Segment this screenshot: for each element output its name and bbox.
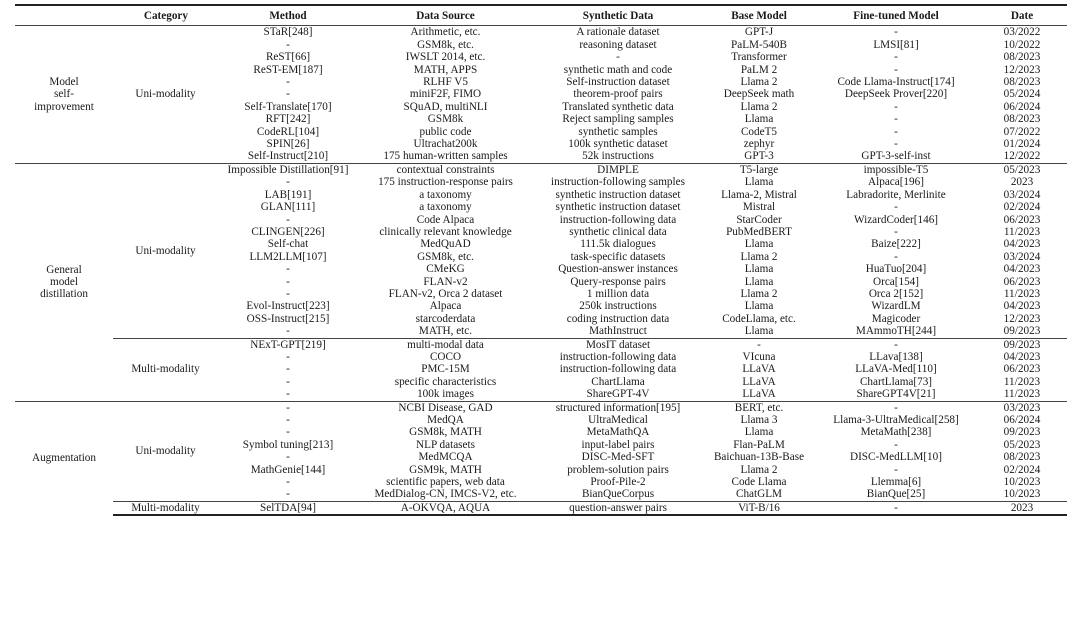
method-cell: -	[286, 263, 290, 276]
base-model-cell: Transformer	[731, 51, 787, 64]
base-model-cell: Llama	[744, 275, 774, 288]
category-cell	[15, 26, 113, 163]
method-cell: LLM2LLM[107]	[249, 250, 327, 263]
category-label-line: distillation	[40, 288, 88, 301]
synthetic-data-cell: synthetic instruction dataset	[555, 201, 681, 214]
fine-tuned-model-cell: -	[894, 138, 898, 151]
table-row	[15, 26, 1067, 39]
category-label-line: model	[50, 276, 78, 289]
fine-tuned-model-cell: LMSI[81]	[873, 38, 919, 51]
method-cell: LAB[191]	[264, 188, 312, 201]
table-row	[15, 163, 1067, 176]
base-model-cell: LLaVA	[742, 363, 776, 376]
data-source-cell: MATH, etc.	[418, 325, 473, 338]
date-cell: 11/2023	[1003, 388, 1041, 401]
data-source-cell: clinically relevant knowledge	[379, 225, 512, 238]
synthetic-data-cell: UltraMedical	[588, 414, 648, 426]
data-source-cell: MedDialog-CN, IMCS-V2, etc.	[374, 488, 517, 501]
modality-cell: Uni-modality	[135, 88, 196, 101]
method-cell: MathGenie[144]	[250, 463, 326, 476]
date-cell: 06/2023	[1003, 213, 1041, 226]
synthetic-data-cell: instruction-following data	[559, 350, 677, 363]
date-cell: 09/2023	[1003, 426, 1041, 439]
base-model-cell: Llama 2	[740, 287, 778, 300]
header-category: Category	[143, 10, 188, 22]
modality-cell: Multi-modality	[113, 338, 218, 401]
date-cell: 05/2023	[1003, 438, 1041, 451]
method-cell: -	[218, 401, 358, 414]
synthetic-data-cell: MosIT dataset	[533, 338, 703, 351]
data-source-cell: PMC-15M	[421, 363, 470, 376]
date-cell: 2023	[1010, 176, 1034, 189]
method-cell: RFT[242]	[265, 113, 311, 126]
synthetic-data-cell: reasoning dataset	[579, 38, 657, 51]
header-synthetic-data: Synthetic Data	[582, 10, 654, 22]
synthetic-data-cell: Proof-Pile-2	[590, 476, 646, 489]
data-source-cell: multi-modal data	[358, 338, 533, 351]
date-cell: 08/2023	[1003, 51, 1041, 64]
fine-tuned-model-cell: DeepSeek Prover[220]	[844, 88, 948, 101]
fine-tuned-model-cell: -	[894, 26, 898, 39]
base-model-cell: Llama	[744, 426, 774, 439]
method-cell: SelTDA[94]	[218, 501, 358, 515]
method-cell: SPIN[26]	[266, 138, 310, 151]
date-cell: 03/2022	[1003, 26, 1041, 39]
data-source-cell: MATH, APPS	[413, 63, 478, 76]
data-source-cell: MedMCQA	[418, 451, 473, 464]
method-cell: -	[286, 76, 290, 89]
synthetic-data-cell: Reject sampling samples	[562, 113, 674, 126]
date-cell: 08/2023	[1003, 113, 1041, 126]
synthetic-data-cell: BianQueCorpus	[581, 488, 655, 501]
modality-cell: Multi-modality	[113, 501, 218, 515]
method-cell: -	[286, 38, 290, 51]
base-model-cell: Llama 2	[740, 76, 778, 89]
category-cell	[15, 401, 113, 515]
base-model-cell: PaLM-540B	[731, 38, 787, 51]
method-cell: -	[286, 176, 290, 189]
data-source-cell: MedQA	[427, 414, 464, 426]
synthetic-data-cell: task-specific datasets	[570, 250, 666, 263]
data-source-cell: GSM8k	[427, 113, 464, 126]
data-source-cell: GSM8k, etc.	[417, 250, 474, 263]
data-source-cell: FLAN-v2	[423, 275, 468, 288]
fine-tuned-model-cell: DISC-MedLLM[10]	[850, 451, 942, 464]
data-source-cell: 175 instruction-response pairs	[378, 176, 513, 189]
data-source-cell: RLHF V5	[423, 76, 468, 89]
fine-tuned-model-cell: GPT-3-self-inst	[861, 150, 931, 163]
synthetic-data-cell: -	[616, 51, 620, 64]
base-model-cell: LLaVA	[742, 375, 776, 388]
base-model-cell: Llama 2	[740, 463, 778, 476]
synthetic-data-cell: structured information[195]	[533, 401, 703, 414]
base-model-cell: Baichuan-13B-Base	[713, 451, 805, 464]
synthetic-data-cell: instruction-following data	[559, 363, 677, 376]
synthetic-data-cell: coding instruction data	[566, 312, 670, 325]
fine-tuned-model-cell: -	[894, 51, 898, 64]
method-cell: NExT-GPT[219]	[218, 338, 358, 351]
survey-table-container	[15, 4, 1067, 516]
synthetic-data-cell: 100k synthetic dataset	[568, 138, 668, 151]
date-cell: 07/2022	[1003, 125, 1041, 138]
base-model-cell: CodeLlama, etc.	[722, 312, 796, 325]
date-cell: 06/2024	[1003, 100, 1041, 113]
method-cell: Evol-Instruct[223]	[246, 300, 330, 313]
base-model-cell: Llama	[744, 238, 774, 251]
table-row	[15, 338, 1067, 351]
synthetic-data-cell: problem-solution pairs	[567, 463, 669, 476]
fine-tuned-model-cell: -	[894, 250, 898, 263]
synthetic-data-cell: DIMPLE	[533, 163, 703, 176]
fine-tuned-model-cell: -	[894, 113, 898, 126]
base-model-cell: Llama 2	[740, 100, 778, 113]
data-source-cell: Alpaca	[429, 300, 462, 313]
synthetic-data-cell: MetaMathQA	[586, 426, 650, 439]
table-row	[15, 401, 1067, 414]
data-source-cell: specific characteristics	[394, 375, 497, 388]
category-label-line: self-	[54, 88, 74, 101]
base-model-cell: ChatGLM	[736, 488, 782, 501]
method-cell: Impossible Distillation[91]	[218, 163, 358, 176]
base-model-cell: ViT-B/16	[703, 501, 815, 515]
data-source-cell: COCO	[429, 350, 462, 363]
header-base-model: Base Model	[731, 10, 787, 22]
base-model-cell: Llama	[744, 113, 774, 126]
fine-tuned-model-cell: -	[815, 501, 977, 515]
base-model-cell: GPT-J	[744, 26, 774, 39]
base-model-cell: DeepSeek math	[723, 88, 795, 101]
date-cell: 12/2022	[1003, 150, 1041, 163]
date-cell: 02/2024	[1003, 463, 1041, 476]
header-fine-tuned-model: Fine-tuned Model	[853, 10, 939, 22]
data-source-cell: Code Alpaca	[416, 213, 475, 226]
method-cell: Self-Translate[170]	[244, 100, 332, 113]
fine-tuned-model-cell: MetaMath[238]	[860, 426, 932, 439]
modality-cell: Uni-modality	[113, 401, 218, 501]
fine-tuned-model-cell: HuaTuo[204]	[865, 263, 927, 276]
date-cell: 09/2023	[1003, 325, 1041, 338]
method-cell: CodeRL[104]	[256, 125, 320, 138]
fine-tuned-model-cell: Code Llama-Instruct[174]	[837, 76, 955, 89]
method-cell: ReST[66]	[265, 51, 311, 64]
date-cell: 02/2024	[1003, 201, 1041, 214]
synthetic-data-cell: Question-answer instances	[558, 263, 678, 276]
data-source-cell: FLAN-v2, Orca 2 dataset	[388, 287, 503, 300]
base-model-cell: Llama	[744, 300, 774, 313]
data-source-cell: SQuAD, multiNLI	[403, 100, 488, 113]
date-cell: 03/2024	[1003, 188, 1041, 201]
data-source-cell: public code	[419, 125, 472, 138]
base-model-cell: Llama	[744, 176, 774, 189]
header-method: Method	[269, 10, 307, 22]
base-model-cell: BERT, etc.	[703, 401, 815, 414]
date-cell: 10/2023	[1003, 488, 1041, 501]
method-cell: -	[286, 287, 290, 300]
synthetic-data-cell: Self-instruction dataset	[566, 76, 670, 89]
data-source-cell: A-OKVQA, AQUA	[358, 501, 533, 515]
fine-tuned-model-cell: -	[894, 438, 898, 451]
date-cell: 04/2023	[1003, 238, 1041, 251]
header-row	[15, 5, 1067, 26]
modality-cell: Uni-modality	[113, 163, 218, 338]
date-cell: 09/2023	[977, 338, 1067, 351]
category-cell	[15, 163, 113, 401]
date-cell: 05/2023	[977, 163, 1067, 176]
date-cell: 08/2023	[1003, 451, 1041, 464]
method-cell: Self-Instruct[210]	[247, 150, 329, 163]
table-row	[15, 501, 1067, 515]
data-source-cell: GSM8k, etc.	[417, 38, 474, 51]
date-cell: 11/2023	[1003, 375, 1041, 388]
data-source-cell: MedQuAD	[420, 238, 471, 251]
base-model-cell: Llama	[744, 325, 774, 338]
fine-tuned-model-cell: -	[894, 201, 898, 214]
synthetic-data-cell: DISC-Med-SFT	[581, 451, 655, 464]
date-cell: 12/2023	[1003, 312, 1041, 325]
synthetic-data-cell: 250k instructions	[579, 300, 657, 313]
fine-tuned-model-cell: -	[894, 225, 898, 238]
date-cell: 2023	[977, 501, 1067, 515]
synthetic-data-cell: A rationale dataset	[576, 26, 660, 39]
data-source-cell: 100k images	[417, 388, 474, 401]
category-label-line: Model	[49, 76, 79, 89]
synthetic-data-cell: instruction-following data	[559, 213, 677, 226]
date-cell: 11/2023	[1003, 287, 1041, 300]
method-cell: OSS-Instruct[215]	[246, 312, 330, 325]
data-source-cell: a taxonomy	[419, 201, 472, 214]
base-model-cell: VIcuna	[742, 350, 776, 363]
header-date: Date	[1010, 10, 1034, 22]
method-cell: -	[286, 350, 290, 363]
fine-tuned-model-cell: ShareGPT4V[21]	[856, 388, 936, 401]
synthetic-data-cell: MathInstruct	[589, 325, 647, 338]
method-cell: STaR[248]	[263, 26, 313, 39]
synthetic-data-cell: theorem-proof pairs	[573, 88, 663, 101]
fine-tuned-model-cell: Labradorite, Merlinite	[846, 188, 946, 201]
data-source-cell: 175 human-written samples	[383, 150, 508, 163]
base-model-cell: zephyr	[743, 138, 775, 151]
synthetic-data-cell: instruction-following samples	[551, 176, 685, 189]
fine-tuned-model-cell: Orca[154]	[873, 275, 919, 288]
synthetic-data-cell: question-answer pairs	[533, 501, 703, 515]
base-model-cell: Code Llama	[731, 476, 787, 489]
synthetic-data-cell: Query-response pairs	[570, 275, 666, 288]
synthetic-data-cell: 111.5k dialogues	[580, 238, 656, 251]
date-cell: 10/2023	[1003, 476, 1041, 489]
fine-tuned-model-cell: LLava[138]	[869, 350, 923, 363]
base-model-cell: Flan-PaLM	[733, 438, 785, 451]
fine-tuned-model-cell: Orca 2[152]	[868, 287, 924, 300]
synthetic-data-cell: synthetic instruction dataset	[555, 188, 681, 201]
date-cell: 04/2023	[1003, 263, 1041, 276]
header-data-source: Data Source	[416, 10, 475, 22]
base-model-cell: Mistral	[742, 201, 776, 214]
category-label-line: Augmentation	[31, 452, 96, 465]
fine-tuned-model-cell: -	[815, 401, 977, 414]
method-cell: -	[286, 363, 290, 376]
fine-tuned-model-cell: BianQue[25]	[866, 488, 926, 501]
data-source-cell: Arithmetic, etc.	[410, 26, 481, 39]
base-model-cell: PaLM 2	[740, 63, 778, 76]
data-source-cell: a taxonomy	[419, 188, 472, 201]
base-model-cell: PubMedBERT	[726, 225, 792, 238]
date-cell: 10/2022	[1003, 38, 1041, 51]
base-model-cell: -	[703, 338, 815, 351]
base-model-cell: Llama	[744, 263, 774, 276]
method-cell: GLAN[111]	[260, 201, 316, 214]
fine-tuned-model-cell: impossible-T5	[815, 163, 977, 176]
date-cell: 06/2023	[1003, 363, 1041, 376]
fine-tuned-model-cell: LLaVA-Med[110]	[855, 363, 937, 376]
method-cell: -	[286, 476, 290, 489]
method-cell: -	[286, 275, 290, 288]
method-cell: -	[286, 426, 290, 439]
date-cell: 12/2023	[1003, 63, 1041, 76]
method-cell: -	[286, 414, 290, 426]
method-cell: ReST-EM[187]	[253, 63, 323, 76]
method-cell: -	[286, 388, 290, 401]
base-model-cell: StarCoder	[736, 213, 782, 226]
data-source-cell: GSM9k, MATH	[409, 463, 482, 476]
base-model-cell: LLaVA	[742, 388, 776, 401]
fine-tuned-model-cell: -	[894, 63, 898, 76]
date-cell: 08/2023	[1003, 76, 1041, 89]
date-cell: 05/2024	[1003, 88, 1041, 101]
data-source-cell: IWSLT 2014, etc.	[405, 51, 486, 64]
date-cell: 04/2023	[1003, 300, 1041, 313]
data-source-cell: NCBI Disease, GAD	[358, 401, 533, 414]
base-model-cell: Llama 2	[740, 250, 778, 263]
table-header	[15, 5, 1067, 26]
data-source-cell: contextual constraints	[358, 163, 533, 176]
fine-tuned-model-cell: Llemma[6]	[870, 476, 922, 489]
fine-tuned-model-cell: Baize[222]	[871, 238, 921, 251]
base-model-cell: Llama 3	[740, 414, 778, 426]
data-source-cell: scientific papers, web data	[386, 476, 505, 489]
method-cell: -	[286, 375, 290, 388]
fine-tuned-model-cell: WizardLM	[871, 300, 921, 313]
date-cell: 03/2024	[1003, 250, 1041, 263]
fine-tuned-model-cell: Llama-3-UltraMedical[258]	[833, 414, 959, 426]
synthetic-data-cell: ShareGPT-4V	[586, 388, 650, 401]
data-source-cell: CMeKG	[426, 263, 465, 276]
category-label-line: General	[46, 263, 82, 276]
method-cell: -	[286, 213, 290, 226]
fine-tuned-model-cell: WizardCoder[146]	[853, 213, 939, 226]
fine-tuned-model-cell: ChartLlama[73]	[859, 375, 933, 388]
method-cell: -	[286, 488, 290, 501]
synthetic-data-cell: Translated synthetic data	[562, 100, 674, 113]
synthetic-data-cell: input-label pairs	[581, 438, 655, 451]
table-body	[15, 26, 1067, 515]
fine-tuned-model-cell: -	[894, 125, 898, 138]
base-model-cell: T5-large	[703, 163, 815, 176]
synthetic-data-cell: synthetic samples	[578, 125, 658, 138]
date-cell: 06/2024	[1003, 414, 1041, 426]
fine-tuned-model-cell: -	[815, 338, 977, 351]
date-cell: 01/2024	[1003, 138, 1041, 151]
method-cell: -	[286, 88, 290, 101]
fine-tuned-model-cell: -	[894, 100, 898, 113]
data-source-cell: GSM8k, MATH	[409, 426, 482, 439]
base-model-cell: CodeT5	[740, 125, 778, 138]
category-label-line: improvement	[34, 100, 94, 113]
date-cell: 11/2023	[1003, 225, 1041, 238]
date-cell: 03/2023	[977, 401, 1067, 414]
data-source-cell: starcoderdata	[415, 312, 476, 325]
method-cell: -	[286, 451, 290, 464]
fine-tuned-model-cell: Magicoder	[871, 312, 921, 325]
data-source-cell: miniF2F, FIMO	[409, 88, 482, 101]
fine-tuned-model-cell: Alpaca[196]	[868, 176, 924, 189]
synthetic-data-cell: synthetic math and code	[563, 63, 673, 76]
base-model-cell: GPT-3	[744, 150, 774, 163]
fine-tuned-model-cell: MAmmoTH[244]	[855, 325, 937, 338]
synthetic-data-cell: ChartLlama	[591, 375, 645, 388]
synthetic-data-methods-table	[15, 4, 1067, 516]
data-source-cell: NLP datasets	[416, 438, 475, 451]
data-source-cell: Ultrachat200k	[413, 138, 478, 151]
method-cell: Self-chat	[267, 238, 309, 251]
method-cell: CLINGEN[226]	[251, 225, 325, 238]
base-model-cell: Llama-2, Mistral	[721, 188, 797, 201]
synthetic-data-cell: synthetic clinical data	[569, 225, 667, 238]
date-cell: 06/2023	[1003, 275, 1041, 288]
fine-tuned-model-cell: -	[894, 463, 898, 476]
synthetic-data-cell: 1 million data	[586, 287, 650, 300]
method-cell: -	[286, 325, 290, 338]
synthetic-data-cell: 52k instructions	[582, 150, 654, 163]
date-cell: 04/2023	[1003, 350, 1041, 363]
method-cell: Symbol tuning[213]	[242, 438, 334, 451]
